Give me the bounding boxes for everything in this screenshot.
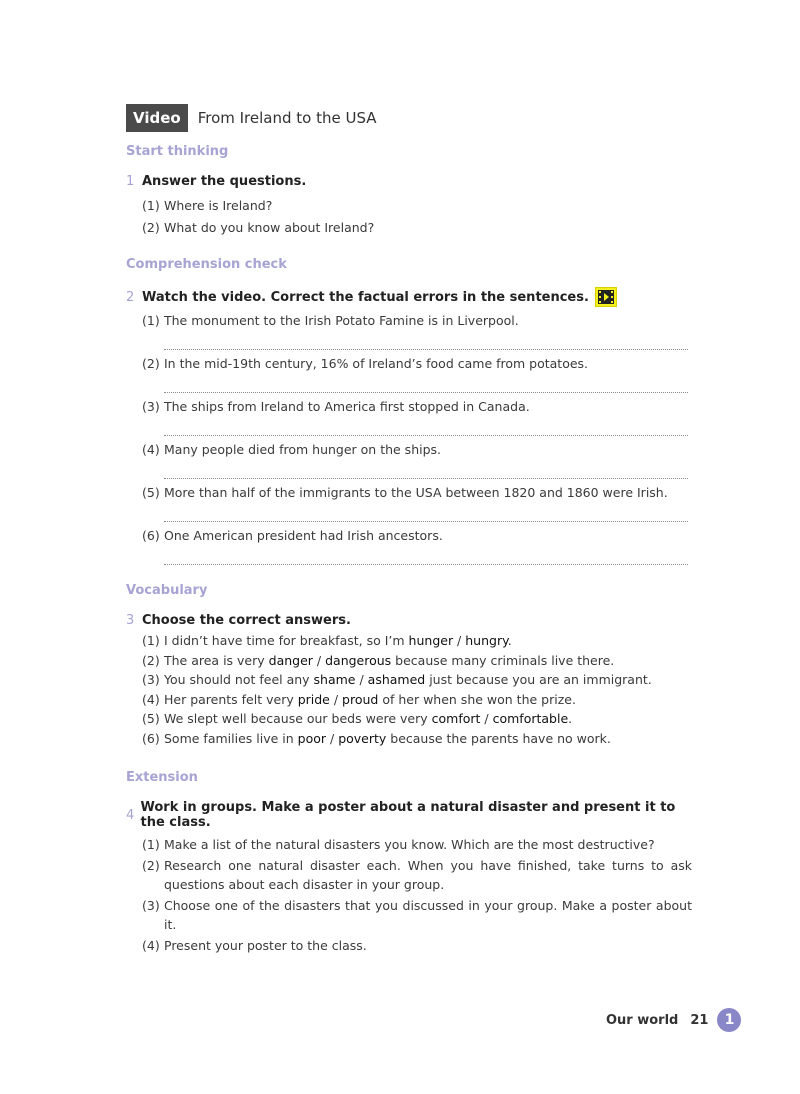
task-number: 2 bbox=[126, 289, 135, 305]
item-number: (4) bbox=[142, 938, 160, 953]
task-instruction: Answer the questions. bbox=[142, 174, 307, 189]
answer-line[interactable] bbox=[164, 478, 688, 479]
item-text: Some families live in poor / poverty because the parents have no work. bbox=[164, 730, 611, 746]
item-number: (3) bbox=[142, 898, 160, 913]
list-item bbox=[142, 936, 692, 955]
item-text: Present your poster to the class. bbox=[164, 938, 367, 953]
task-number: 3 bbox=[126, 613, 135, 628]
answer-line[interactable] bbox=[164, 435, 688, 436]
item-text: The area is very danger / dangerous because many criminals live there. bbox=[164, 652, 615, 668]
list-item bbox=[142, 440, 692, 483]
item-number: (3) bbox=[142, 399, 160, 414]
section-title: Vocabulary bbox=[126, 583, 208, 598]
choice-option[interactable]: proud bbox=[342, 691, 379, 707]
item-text: In the mid-19th century, 16% of Ireland’s food came from potatoes. bbox=[164, 356, 589, 371]
item-number: (4) bbox=[142, 442, 160, 457]
answer-line[interactable] bbox=[164, 564, 688, 565]
item-number: (2) bbox=[142, 858, 160, 873]
item-text: The monument to the Irish Potato Famine is in Liverpool. bbox=[164, 313, 519, 328]
answer-line[interactable] bbox=[164, 392, 688, 393]
item-number: (1) bbox=[142, 837, 160, 852]
video-header bbox=[126, 104, 377, 132]
choice-option[interactable]: comfort bbox=[431, 711, 481, 727]
choice-option[interactable]: poor bbox=[297, 730, 327, 746]
page-title: From Ireland to the USA bbox=[197, 109, 377, 127]
answer-line[interactable] bbox=[164, 521, 688, 522]
page-number: 21 bbox=[690, 1012, 709, 1028]
item-text: Where is Ireland? bbox=[164, 198, 273, 213]
item-number: (2) bbox=[142, 356, 160, 371]
item-number: (6) bbox=[142, 528, 160, 543]
choice-option[interactable]: poverty bbox=[338, 730, 387, 746]
item-text: More than half of the immigrants to the USA between 1820 and 1860 were Irish. bbox=[164, 485, 668, 500]
task-instruction: Choose the correct answers. bbox=[142, 613, 351, 628]
list-item bbox=[142, 631, 692, 651]
item-text: Research one natural disaster each. When you have finished, take turns to ask questions about each disaster in your group. bbox=[164, 858, 692, 892]
choice-option[interactable]: shame bbox=[313, 672, 356, 688]
choice-option[interactable]: danger bbox=[268, 652, 313, 668]
section-title: Comprehension check bbox=[126, 257, 287, 272]
extension-section bbox=[126, 770, 692, 957]
item-text: Choose one of the disasters that you discussed in your group. Make a poster about it. bbox=[164, 898, 692, 932]
list-item bbox=[142, 896, 692, 934]
list-item bbox=[142, 856, 692, 894]
item-number: (6) bbox=[142, 730, 160, 746]
video-tag: Video bbox=[126, 104, 188, 132]
page-footer bbox=[606, 1008, 741, 1032]
step-list bbox=[142, 835, 692, 955]
list-item bbox=[142, 397, 692, 440]
item-number: (2) bbox=[142, 652, 160, 668]
section-title: Extension bbox=[126, 770, 198, 785]
item-text: Make a list of the natural disasters you know. Which are the most destructive? bbox=[164, 837, 655, 852]
item-number: (1) bbox=[142, 198, 160, 213]
list-item bbox=[142, 729, 692, 749]
item-number: (5) bbox=[142, 485, 160, 500]
footer-label: Our world bbox=[606, 1012, 679, 1028]
start-thinking-section bbox=[126, 144, 692, 239]
list-item bbox=[142, 670, 692, 690]
question-list bbox=[142, 195, 692, 239]
task-heading bbox=[126, 800, 692, 830]
item-number: (3) bbox=[142, 672, 160, 688]
task-instruction: Work in groups. Make a poster about a natural disaster and present it to the class. bbox=[140, 800, 676, 830]
choice-option[interactable]: hunger bbox=[408, 633, 454, 648]
list-item bbox=[142, 217, 692, 239]
list-item bbox=[142, 354, 692, 397]
choice-option[interactable]: dangerous bbox=[325, 652, 392, 668]
comprehension-section bbox=[126, 257, 692, 569]
item-text: We slept well because our beds were very comfort / comfortable. bbox=[164, 711, 573, 727]
choice-option[interactable]: ashamed bbox=[367, 672, 426, 688]
list-item bbox=[142, 195, 692, 217]
item-text: Many people died from hunger on the ships. bbox=[164, 442, 442, 457]
item-number: (1) bbox=[142, 313, 160, 328]
task-heading bbox=[126, 287, 692, 307]
task-number: 4 bbox=[126, 807, 135, 823]
list-item bbox=[142, 835, 692, 854]
answer-line[interactable] bbox=[164, 349, 688, 350]
item-text: The ships from Ireland to America first stopped in Canada. bbox=[164, 399, 530, 414]
section-title: Start thinking bbox=[126, 144, 229, 159]
choice-option[interactable]: hungry bbox=[465, 633, 508, 648]
unit-badge: 1 bbox=[717, 1008, 741, 1032]
item-number: (2) bbox=[142, 220, 160, 235]
statement-list bbox=[142, 311, 692, 569]
list-item bbox=[142, 526, 692, 569]
task-number: 1 bbox=[126, 174, 135, 189]
list-item bbox=[142, 690, 692, 710]
item-number: (4) bbox=[142, 691, 160, 707]
item-text: Her parents felt very pride / proud of her when she won the prize. bbox=[164, 691, 576, 707]
choice-option[interactable]: comfortable bbox=[492, 711, 569, 727]
choice-option[interactable]: pride bbox=[297, 691, 330, 707]
item-number: (5) bbox=[142, 711, 160, 727]
task-heading bbox=[126, 613, 692, 628]
item-text: One American president had Irish ancestors. bbox=[164, 528, 443, 543]
task-heading bbox=[126, 174, 692, 189]
film-icon bbox=[595, 287, 617, 307]
item-number: (1) bbox=[142, 633, 160, 648]
list-item bbox=[142, 483, 692, 526]
item-text: I didn’t have time for breakfast, so I’m hunger / hungry. bbox=[164, 633, 512, 648]
vocabulary-section bbox=[126, 583, 692, 749]
item-text: What do you know about Ireland? bbox=[164, 220, 375, 235]
list-item bbox=[142, 311, 692, 354]
task-instruction: Watch the video. Correct the factual errors in the sentences. bbox=[142, 289, 589, 305]
list-item bbox=[142, 651, 692, 671]
choice-list bbox=[142, 631, 692, 749]
list-item bbox=[142, 709, 692, 729]
item-text: You should not feel any shame / ashamed just because you are an immigrant. bbox=[164, 672, 652, 688]
